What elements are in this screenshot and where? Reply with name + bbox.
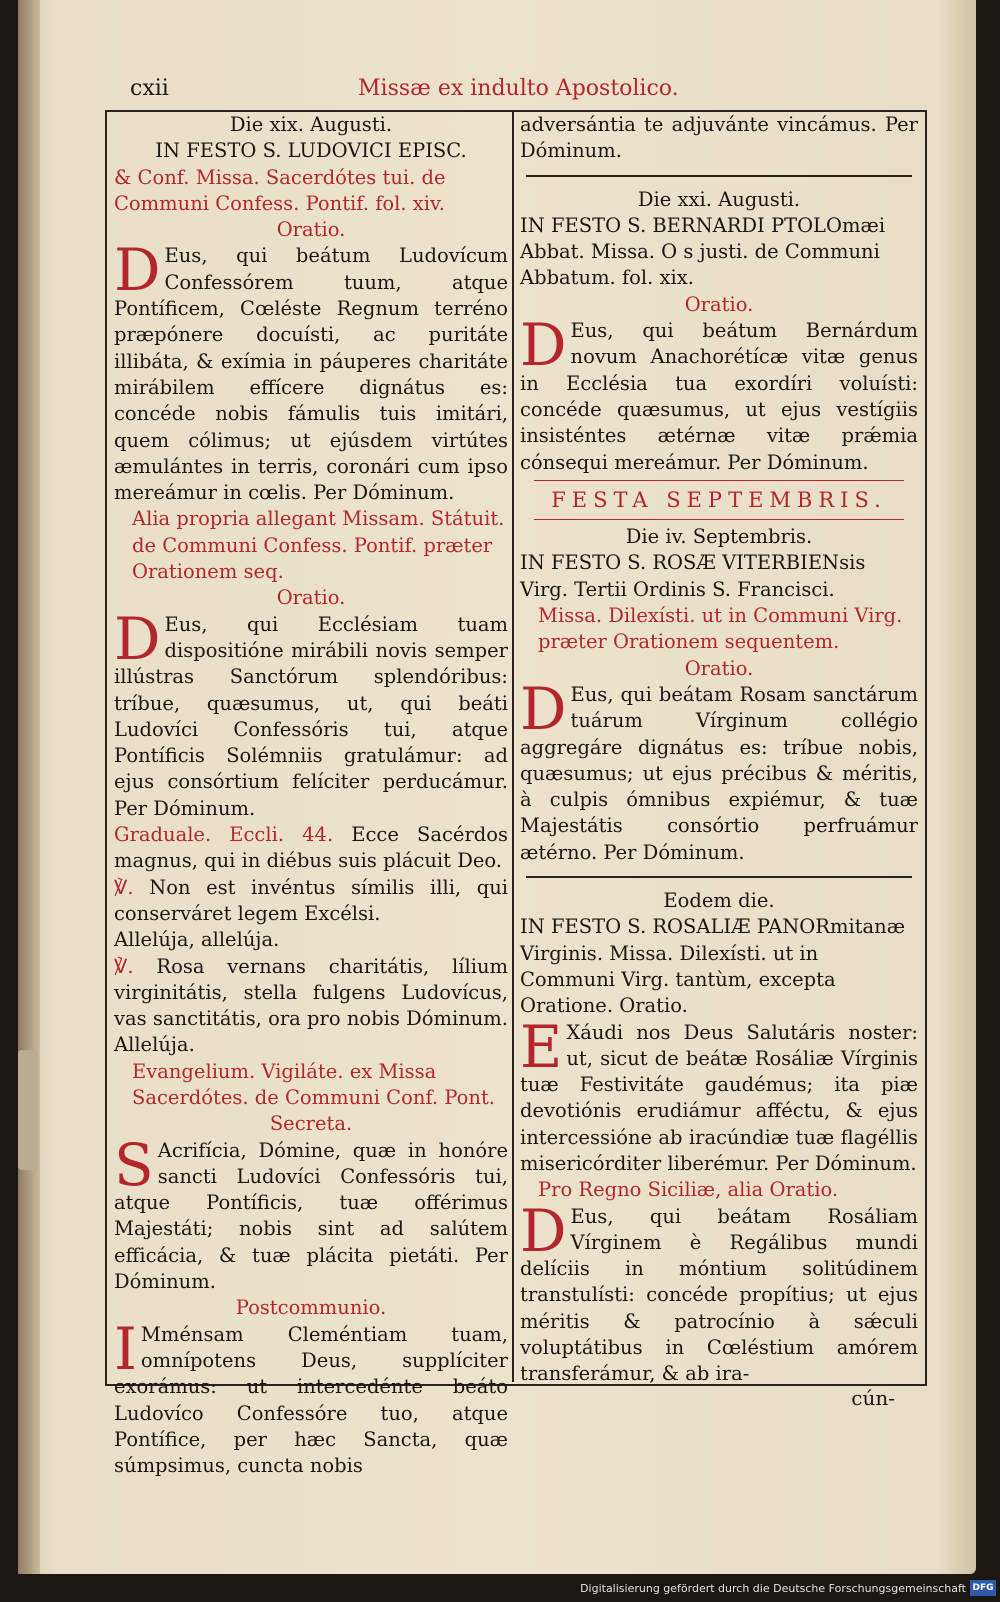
prayer-paragraph (114, 604, 508, 822)
versicle (114, 875, 508, 928)
prayer-paragraph (520, 311, 918, 476)
drop-cap: D (114, 604, 161, 673)
red-rule (534, 480, 904, 481)
prayer-paragraph (114, 1130, 508, 1296)
drop-cap: I (114, 1314, 137, 1383)
prayer-paragraph (520, 674, 918, 866)
rubric: Pro Regno Siciliæ, alia Oratio. (538, 1178, 839, 1202)
prayer-text: Eus, qui beátum Bernárdum novum Anachorétícæ vitæ genus in Ecclésia tua exordíri voluísti: concéde quæsumus, ut ejus vestígiis insisténtes ætérnæ vitæ prǽmia cónsequi mereámur. Per Dóminum. (520, 319, 918, 474)
date-line: Die xxi. Augusti. (637, 187, 801, 211)
prayer-text: Acrifícia, Dómine, quæ in honóre sancti Ludovíci Confessóris tui, atque Pontíficis, tuæ offérimus Majestáti; nobis sint ad salútem efficácia, & tuæ plácita pietáti. Per Dóminum. (114, 1138, 508, 1294)
date-line: Die xix. Augusti. (229, 113, 393, 136)
catchword: cún- (851, 1386, 895, 1410)
feast-title: IN FESTO S. BERNARDI PTOLOmæi Abbat. Missa. O s justi. de Communi Abbatum. fol. xix. (520, 213, 886, 290)
date-line: Eodem die. (663, 889, 775, 913)
graduale-paragraph (114, 822, 508, 875)
prayer-text: Xáudi nos Deus Salutáris noster: ut, sicut de beátæ Rosáliæ Vírginis tuæ Festivitáte gaudémus; ita piæ devotiónis erudiámur afféctu, & ejus intercessióne ab iracúndiæ tuæ flagéllis misericórditer liberémur. Per Dóminum. (520, 1020, 918, 1175)
rubric: Missa. Dilexísti. ut in Communi Virg. præter Orationem sequentem. (538, 604, 903, 654)
prayer-text: Eus, qui beátam Rosáliam Vírginem è Regálibus mundi delíciis in móntium solitúdinem transtulísti: concéde propítius; ut ejus méritis & patrocínio à sǽculi voluptátibus in Cœléstium amórem transferámur, & ab ira- (520, 1204, 918, 1386)
prayer-text: Eus, qui beátam Rosam sanctárum tuárum Vírginum collégio aggregáre dignátus es: tríbue nobis, quæsumus; ut ejus précibus & méritis, à culpis ómnibus expiémur, & tuæ Majestátis consórtio perfruámur ætérno. Per Dóminum. (520, 682, 918, 864)
feast-title: IN FESTO S. ROSALIÆ PANORmitanæ Virginis. Missa. Dilexísti. ut in Communi Virg. tantùm, excepta Oratione. Oratio. (520, 915, 906, 1018)
section-heading: Oratio. (684, 656, 754, 680)
alleluia: Allelúja, allelúja. (114, 928, 280, 952)
prayer-paragraph (520, 1196, 918, 1388)
section-rule (526, 876, 912, 878)
feast-title: IN FESTO S. ROSÆ VITERBIENsis Virg. Tertii Ordinis S. Francisci. (520, 551, 866, 601)
rubric: Alia propria allegant Missam. Státuit. de Communi Confess. Pontif. præter Orationem seq. (132, 507, 505, 584)
drop-cap: D (520, 311, 567, 380)
prayer-paragraph (114, 1314, 508, 1480)
drop-cap: S (114, 1130, 154, 1199)
versicle-text: Non est invéntus símilis illi, qui conserváret legem Excélsi. (114, 875, 508, 925)
page-edge (18, 0, 40, 1574)
section-rule (526, 175, 912, 177)
prayer-paragraph (520, 1012, 918, 1178)
running-head: Missæ ex indulto Apostolico. (358, 76, 679, 101)
graduale-text: Ecce Sacérdos magnus, qui in diébus suis plácuit Deo. (114, 823, 509, 873)
versicle (114, 954, 508, 1059)
left-column (114, 112, 508, 1479)
graduale-label: Graduale. Eccli. 44. (114, 823, 334, 847)
section-heading: Oratio. (276, 218, 346, 242)
right-column (520, 112, 918, 1388)
versicle-icon: ℣. (114, 875, 134, 899)
column-divider (512, 110, 514, 1382)
prayer-text: Mménsam Cleméntiam tuam, omnípotens Deus, supplíciter exorámus: ut intercedénte beáto Ludovíco Confessóre tuo, atque Pontífice, per hæc Sancta, quæ súmpsimus, cuncta nobis (114, 1322, 508, 1478)
book-clasp (18, 1050, 38, 1170)
rubric: Evangelium. Vigiláte. ex Missa Sacerdótes. de Communi Conf. Pont. (132, 1059, 495, 1109)
continued-text: adversántia te adjuvánte vincámus. Per Dóminum. (520, 113, 918, 163)
drop-cap: D (114, 236, 161, 305)
versicle-icon: ℣. (114, 954, 134, 978)
month-heading: FESTA SEPTEMBRIS. (551, 487, 887, 512)
section-heading: Oratio. (684, 292, 754, 316)
page-number: cxii (130, 76, 169, 101)
section-heading: Oratio. (276, 586, 346, 610)
date-line: Die iv. Septembris. (625, 525, 813, 549)
drop-cap: E (520, 1012, 563, 1081)
rubric: & Conf. Missa. Sacerdótes tui. de Communi Confess. Pontif. fol. xiv. (114, 165, 446, 215)
digitization-credit: Digitalisierung gefördert durch die Deutsche Forschungsgemeinschaft (580, 1582, 966, 1595)
prayer-paragraph (114, 236, 508, 506)
drop-cap: D (520, 674, 567, 743)
versicle-text: Rosa vernans charitátis, lílium virginitátis, stella fulgens Ludovícus, vas sanctitátis, ora pro nobis Dóminum. Allelúja. (114, 954, 508, 1057)
footer-bar (0, 1576, 1000, 1602)
drop-cap: D (520, 1196, 567, 1265)
feast-title: IN FESTO S. LUDOVICI EPISC. (155, 139, 467, 163)
prayer-text: Eus, qui beátum Ludovícum Confessórem tuum, atque Pontíficem, Cœléste Regnum terréno præpónere docuísti, ac puritáte illibáta, & exímia in páuperes charitáte mirábilem effícere dignátus es: concéde nobis fámulis tuis imitári, quem cólimus; ut ejúsdem virtútes æmulántes in terris, coronári cum ipso mereámur in cœlis. Per Dóminum. (114, 244, 508, 505)
section-heading: Postcommunio. (235, 1296, 387, 1320)
section-heading: Secreta. (269, 1112, 353, 1136)
dfg-logo: DFG (970, 1580, 996, 1596)
prayer-text: Eus, qui Ecclésiam tuam dispositióne mirábili novis semper illústras Sanctórum splendóribus: tríbue, quæsumus, ut, qui beáti Ludovíci Confessóris tui, atque Pontíficis Solémniis gratulámur: ad ejus consórtium felíciter perducámur. Per Dóminum. (114, 612, 508, 820)
red-rule (534, 519, 904, 520)
